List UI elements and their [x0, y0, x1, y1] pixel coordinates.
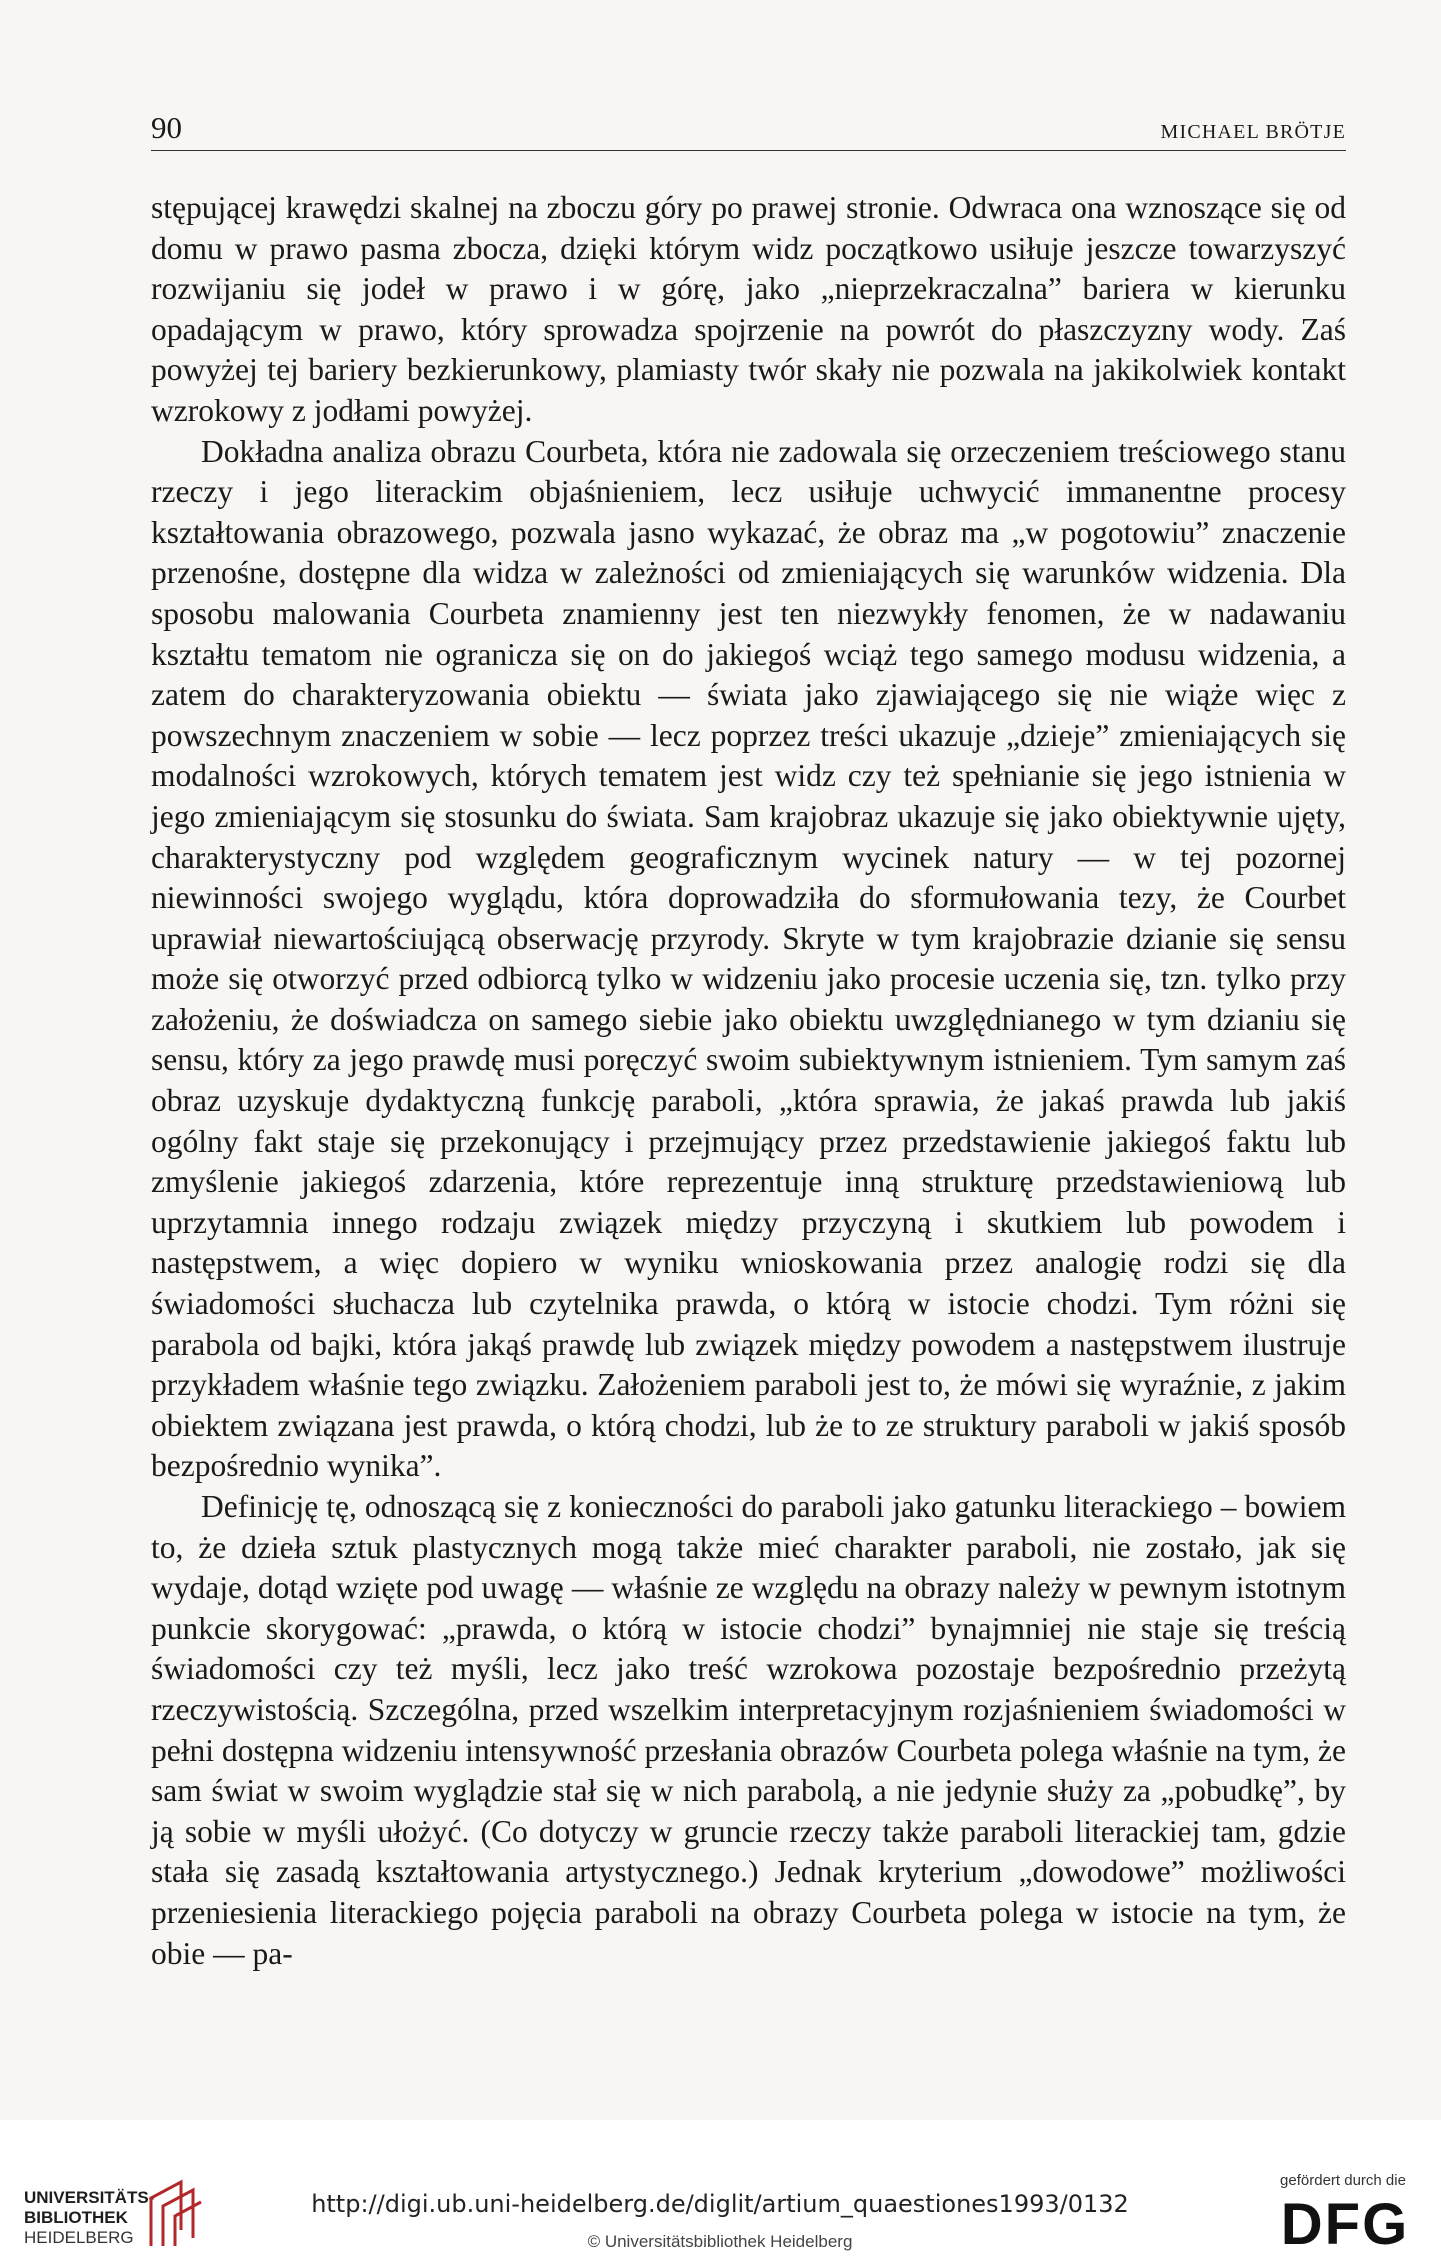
page-number: 90	[151, 110, 182, 145]
copyright-notice: © Universitätsbibliothek Heidelberg	[587, 2232, 853, 2251]
library-name-line2: BIBLIOTHEK	[24, 2208, 128, 2227]
funding-label: gefördert durch die	[1280, 2172, 1406, 2189]
dfg-logo	[1270, 2192, 1420, 2252]
library-name-line1: UNIVERSITÄTS-	[24, 2188, 155, 2207]
running-head: MICHAEL BRÖTJE	[1160, 121, 1346, 143]
paragraph-2: Dokładna analiza obrazu Courbeta, która nie zadowala się orzeczeniem treściowego stanu rzeczy i jego literackim objaśnieniem, lecz usiłuje uchwycić immanentne procesy kształtowania obrazowego, pozwala jasno wykazać, że obraz ma „w pogotowiu” znaczenie przenośne, dostępne dla widza w zależności od zmieniających się warunków widzenia. Dla sposobu malowania Courbeta znamienny jest ten niezwykły fenomen, że w nadawaniu kształtu tematom nie ogranicza się on do jakiegoś wciąż tego samego modusu widzenia, a zatem do charakteryzowania obiektu — świata jako zjawiającego się nie wiąże więc z powszechnym znaczeniem w sobie — lecz poprzez treści ukazuje „dzieje” zmieniających się modalności wzrokowych, których tematem jest widz czy też spełnianie się jego istnienia w jego zmieniającym się stosunku do świata. Sam krajobraz ukazuje się jako obiektywnie ujęty, charakterystyczny pod względem geograficznym wycinek natury — w tej pozornej niewinności swojego wyglądu, która doprowadziła do sformułowania tezy, że Courbet uprawiał niewartościującą obserwację przyrody. Skryte w tym krajobrazie dzianie się sensu może się otworzyć przed odbiorcą tylko w widzeniu jako procesie uczenia się, tzn. tylko przy założeniu, że doświadcza on samego siebie jako obiektu uwzględnianego w tym dzianiu się sensu, który za jego prawdę musi poręczyć swoim subiektywnym istnieniem. Tym samym zaś obraz uzyskuje dydaktyczną funkcję paraboli, „która sprawia, że jakaś prawda lub jakiś ogólny fakt staje się przekonujący i przejmujący przez przedstawienie jakiegoś faktu lub zmyślenie jakiegoś zdarzenia, które reprezentuje inną strukturę przedstawieniową lub uprzytamnia innego rodzaju związek między przyczyną i skutkiem lub powodem i następstwem, a więc dopiero w wyniku wnioskowania przez analogię rodzi się dla świadomości słuchacza lub czytelnika prawda, o którą w istocie chodzi. Tym różni się parabola od bajki, która jakąś prawdę lub związek między powodem a następstwem ilustruje przykładem właśnie tego związku. Założeniem paraboli jest to, że mówi się wyraźnie, z jakim obiektem związana jest prawda, o którą chodzi, lub że to ze struktury paraboli w jakiś sposób bezpośrednio wynika”.	[151, 433, 1346, 1484]
dfg-logo-text: DFG	[1280, 2192, 1410, 2252]
body-text	[151, 188, 1346, 1974]
library-name-line3: HEIDELBERG	[24, 2228, 134, 2247]
paragraph-3: Definicję tę, odnoszącą się z konieczności do paraboli jako gatunku literackiego – bowiem to, że dzieła sztuk plastycznych mogą także mieć charakter paraboli, nie zostało, jak się wydaje, dotąd wzięte pod uwagę — właśnie ze względu na obrazy należy w pewnym istotnym punkcie skorygować: „prawda, o którą w istocie chodzi” bynajmniej nie staje się treścią świadomości czy też myśli, lecz jako treść wzrokowa pozostaje bezpośrednio przeżytą rzeczywistością. Szczególna, przed wszelkim interpretacyjnym rozjaśnieniem świadomości w pełni dostępna widzeniu intensywność przesłania obrazów Courbeta polega właśnie na tym, że sam świat w swoim wyglądzie stał się w nich parabolą, a nie jedynie służy za „pobudkę”, by ją sobie w myśli ułożyć. (Co dotyczy w gruncie rzeczy także paraboli literackiej tam, gdzie stała się zasadą kształtowania artystycznego.) Jednak kryterium „dowodowe” możliwości przeniesienia literackiego pojęcia paraboli na obrazy Courbeta polega w istocie na tym, że obie — pa-	[151, 1489, 1346, 1971]
permalink-url[interactable]: http://digi.ub.uni-heidelberg.de/diglit/artium_quaestiones1993/0132	[311, 2190, 1129, 2218]
library-logo-icon	[145, 2176, 205, 2248]
paragraph-1: stępującej krawędzi skalnej na zboczu góry po prawej stronie. Odwraca ona wznoszące się od domu w prawo pasma zbocza, dzięki którym widz początkowo usiłuje jeszcze towarzyszyć rozwijaniu się jodeł w prawo i w górę, jako „nieprzekraczalna” bariera w kierunku opadającym w prawo, który sprowadza spojrzenie na powrót do płaszczyzny wody. Zaś powyżej tej bariery bezkierunkowy, plamiasty twór skały nie pozwala na jakikolwiek kontakt wzrokowy z jodłami powyżej.	[151, 190, 1346, 428]
page-header	[151, 110, 1346, 151]
library-logo-text	[24, 2188, 154, 2248]
viewer-footer	[0, 2150, 1441, 2263]
